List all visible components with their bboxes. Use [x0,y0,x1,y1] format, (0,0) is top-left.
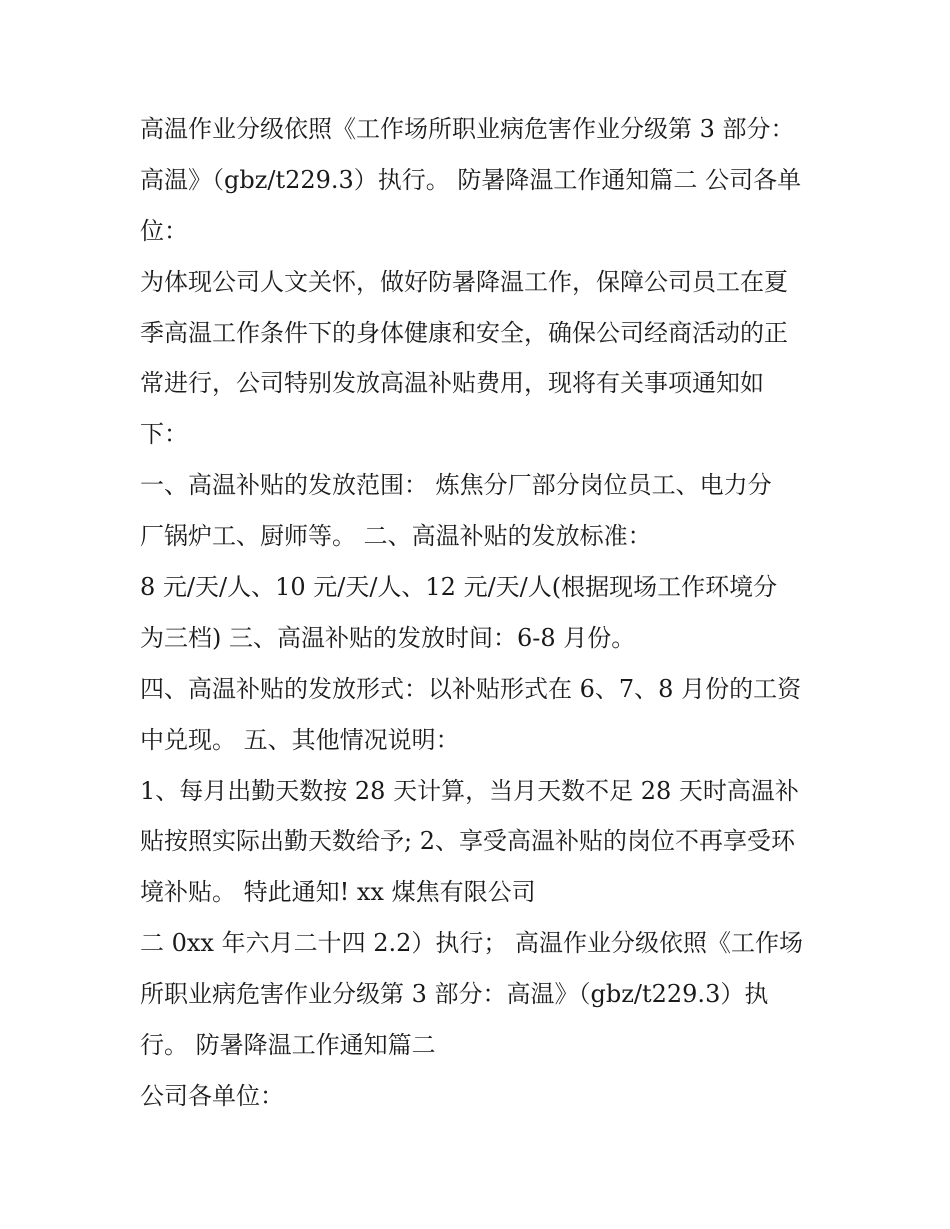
text-line: 常进行，公司特别发放高温补贴费用，现将有关事项通知如 [140,369,764,398]
text-line: 为体现公司人文关怀，做好防暑降温工作，保障公司员工在夏 [140,267,788,296]
text-line: 下： [140,420,188,449]
text-line: 1、每月出勤天数按 28 天计算，当月天数不足 28 天时高温补 [140,776,799,805]
document-body [140,104,830,1122]
text-line: 为三档) 三、高温补贴的发放时间：6-8 月份。 [140,623,636,652]
text-line: 季高温工作条件下的身体健康和安全，确保公司经商活动的正 [140,318,788,347]
text-line: 厂锅炉工、厨师等。 二、高温补贴的发放标准： [140,522,652,551]
text-line: 四、高温补贴的发放形式：以补贴形式在 6、7、8 月份的工资 [140,674,802,703]
text-line: 贴按照实际出勤天数给予; 2、享受高温补贴的岗位不再享受环 [140,827,795,856]
text-line: 公司各单位： [140,1081,284,1110]
text-line: 中兑现。 五、其他情况说明： [140,725,460,754]
text-line: 一、高温补贴的发放范围： 炼焦分厂部分岗位员工、电力分 [140,471,772,500]
text-line: 高温》（gbz/t229.3）执行。 防暑降温工作通知篇二 公司各单 [140,165,802,194]
text-line: 高温作业分级依照《工作场所职业病危害作业分级第 3 部分： [140,115,795,143]
text-line: 8 元/天/人、10 元/天/人、12 元/天/人(根据现场工作环境分 [140,573,778,602]
text-line: 所职业病危害作业分级第 3 部分：高温》（gbz/t229.3）执 [140,980,769,1009]
text-line: 位： [140,216,188,245]
text-line: 境补贴。 特此通知! xx 煤焦有限公司 [140,878,536,907]
text-line: 二 0xx 年六月二十四 2.2）执行； 高温作业分级依照《工作场 [140,929,804,958]
text-line: 行。 防暑降温工作通知篇二 [140,1031,436,1060]
